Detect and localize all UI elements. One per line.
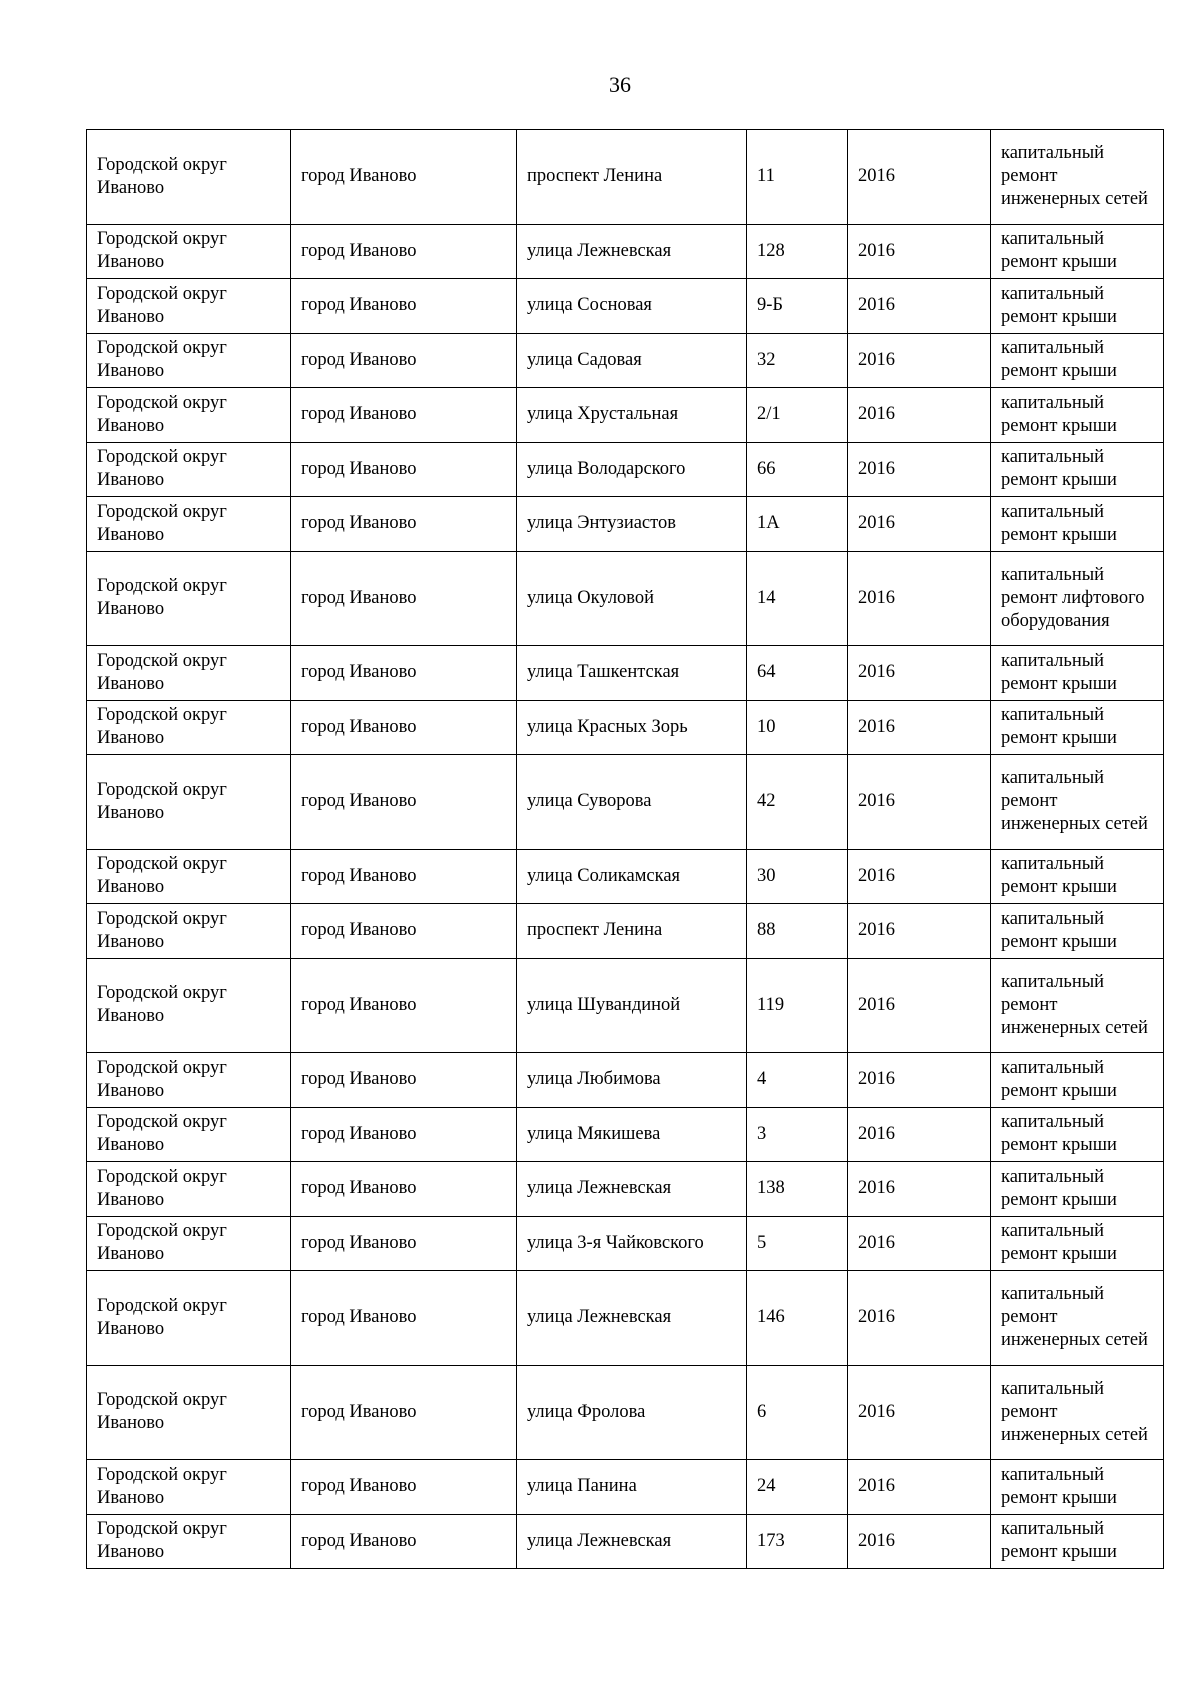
city-cell: город Иваново [291,904,517,959]
municipality-cell: Городской округ Иваново [87,958,291,1053]
table-row [87,333,1164,388]
house-number-cell: 88 [747,904,848,959]
house-number-cell: 146 [747,1271,848,1366]
work-type-cell: капитальный ремонт крыши [991,1460,1164,1515]
table-row [87,1162,1164,1217]
year-cell: 2016 [848,130,991,225]
city-cell: город Иваново [291,1107,517,1162]
street-cell: улица Соликамская [517,849,747,904]
table-row [87,1053,1164,1108]
house-number-cell: 138 [747,1162,848,1217]
street-cell: улица Володарского [517,442,747,497]
table-row [87,700,1164,755]
year-cell: 2016 [848,388,991,443]
year-cell: 2016 [848,849,991,904]
work-type-cell: капитальный ремонт крыши [991,1162,1164,1217]
house-number-cell: 11 [747,130,848,225]
work-type-cell: капитальный ремонт крыши [991,497,1164,552]
year-cell: 2016 [848,1271,991,1366]
municipality-cell: Городской округ Иваново [87,1162,291,1217]
city-cell: город Иваново [291,1216,517,1271]
city-cell: город Иваново [291,333,517,388]
work-type-cell: капитальный ремонт инженерных сетей [991,958,1164,1053]
house-number-cell: 2/1 [747,388,848,443]
house-number-cell: 3 [747,1107,848,1162]
municipality-cell: Городской округ Иваново [87,755,291,850]
city-cell: город Иваново [291,497,517,552]
house-number-cell: 32 [747,333,848,388]
city-cell: город Иваново [291,130,517,225]
municipality-cell: Городской округ Иваново [87,333,291,388]
table-row [87,1514,1164,1569]
work-type-cell: капитальный ремонт крыши [991,1216,1164,1271]
year-cell: 2016 [848,904,991,959]
work-type-cell: капитальный ремонт крыши [991,646,1164,701]
work-type-cell: капитальный ремонт крыши [991,279,1164,334]
year-cell: 2016 [848,1460,991,1515]
street-cell: улица Лежневская [517,1514,747,1569]
municipality-cell: Городской округ Иваново [87,1514,291,1569]
work-type-cell: капитальный ремонт крыши [991,388,1164,443]
year-cell: 2016 [848,1216,991,1271]
house-number-cell: 64 [747,646,848,701]
table-row [87,849,1164,904]
year-cell: 2016 [848,442,991,497]
year-cell: 2016 [848,646,991,701]
work-type-cell: капитальный ремонт крыши [991,849,1164,904]
year-cell: 2016 [848,551,991,646]
table-row [87,1460,1164,1515]
table-row [87,1271,1164,1366]
year-cell: 2016 [848,279,991,334]
table-row [87,279,1164,334]
street-cell: улица Красных Зорь [517,700,747,755]
municipality-cell: Городской округ Иваново [87,279,291,334]
municipality-cell: Городской округ Иваново [87,849,291,904]
street-cell: улица Сосновая [517,279,747,334]
municipality-cell: Городской округ Иваново [87,551,291,646]
house-number-cell: 30 [747,849,848,904]
city-cell: город Иваново [291,1271,517,1366]
house-number-cell: 1А [747,497,848,552]
work-type-cell: капитальный ремонт инженерных сетей [991,1271,1164,1366]
street-cell: улица Шувандиной [517,958,747,1053]
house-number-cell: 66 [747,442,848,497]
year-cell: 2016 [848,1107,991,1162]
municipality-cell: Городской округ Иваново [87,1365,291,1460]
municipality-cell: Городской округ Иваново [87,497,291,552]
year-cell: 2016 [848,1514,991,1569]
table-row [87,1216,1164,1271]
table-row [87,388,1164,443]
year-cell: 2016 [848,333,991,388]
city-cell: город Иваново [291,224,517,279]
year-cell: 2016 [848,700,991,755]
house-number-cell: 119 [747,958,848,1053]
municipality-cell: Городской округ Иваново [87,904,291,959]
city-cell: город Иваново [291,1460,517,1515]
house-number-cell: 14 [747,551,848,646]
city-cell: город Иваново [291,1053,517,1108]
street-cell: улица Окуловой [517,551,747,646]
municipality-cell: Городской округ Иваново [87,1216,291,1271]
city-cell: город Иваново [291,646,517,701]
municipality-cell: Городской округ Иваново [87,388,291,443]
municipality-cell: Городской округ Иваново [87,1107,291,1162]
street-cell: улица Лежневская [517,1162,747,1217]
house-number-cell: 4 [747,1053,848,1108]
repair-schedule-table [86,129,1164,1569]
city-cell: город Иваново [291,551,517,646]
work-type-cell: капитальный ремонт крыши [991,1107,1164,1162]
work-type-cell: капитальный ремонт инженерных сетей [991,130,1164,225]
table-row [87,551,1164,646]
table-row [87,497,1164,552]
house-number-cell: 42 [747,755,848,850]
work-type-cell: капитальный ремонт крыши [991,224,1164,279]
house-number-cell: 128 [747,224,848,279]
table-row [87,1365,1164,1460]
year-cell: 2016 [848,1365,991,1460]
street-cell: улица Ташкентская [517,646,747,701]
street-cell: улица Любимова [517,1053,747,1108]
table-row [87,224,1164,279]
house-number-cell: 6 [747,1365,848,1460]
table-row [87,755,1164,850]
street-cell: улица Суворова [517,755,747,850]
work-type-cell: капитальный ремонт крыши [991,700,1164,755]
street-cell: улица Фролова [517,1365,747,1460]
street-cell: проспект Ленина [517,130,747,225]
street-cell: улица Садовая [517,333,747,388]
municipality-cell: Городской округ Иваново [87,646,291,701]
city-cell: город Иваново [291,849,517,904]
year-cell: 2016 [848,1053,991,1108]
city-cell: город Иваново [291,279,517,334]
page-number: 36 [609,72,631,97]
work-type-cell: капитальный ремонт крыши [991,442,1164,497]
table-row [87,958,1164,1053]
municipality-cell: Городской округ Иваново [87,1460,291,1515]
municipality-cell: Городской округ Иваново [87,700,291,755]
street-cell: улица Мякишева [517,1107,747,1162]
table-row [87,904,1164,959]
work-type-cell: капитальный ремонт крыши [991,904,1164,959]
municipality-cell: Городской округ Иваново [87,1271,291,1366]
city-cell: город Иваново [291,442,517,497]
table-row [87,1107,1164,1162]
year-cell: 2016 [848,958,991,1053]
municipality-cell: Городской округ Иваново [87,1053,291,1108]
municipality-cell: Городской округ Иваново [87,130,291,225]
year-cell: 2016 [848,755,991,850]
city-cell: город Иваново [291,1162,517,1217]
street-cell: улица Энтузиастов [517,497,747,552]
city-cell: город Иваново [291,388,517,443]
table-row [87,442,1164,497]
year-cell: 2016 [848,497,991,552]
house-number-cell: 9-Б [747,279,848,334]
work-type-cell: капитальный ремонт лифтового оборудования [991,551,1164,646]
city-cell: город Иваново [291,958,517,1053]
municipality-cell: Городской округ Иваново [87,442,291,497]
city-cell: город Иваново [291,1514,517,1569]
house-number-cell: 173 [747,1514,848,1569]
work-type-cell: капитальный ремонт крыши [991,1514,1164,1569]
street-cell: улица 3-я Чайковского [517,1216,747,1271]
work-type-cell: капитальный ремонт инженерных сетей [991,755,1164,850]
street-cell: улица Лежневская [517,224,747,279]
house-number-cell: 5 [747,1216,848,1271]
municipality-cell: Городской округ Иваново [87,224,291,279]
work-type-cell: капитальный ремонт инженерных сетей [991,1365,1164,1460]
house-number-cell: 10 [747,700,848,755]
work-type-cell: капитальный ремонт крыши [991,333,1164,388]
year-cell: 2016 [848,1162,991,1217]
street-cell: улица Хрустальная [517,388,747,443]
table-row [87,130,1164,225]
street-cell: улица Панина [517,1460,747,1515]
city-cell: город Иваново [291,755,517,850]
year-cell: 2016 [848,224,991,279]
street-cell: улица Лежневская [517,1271,747,1366]
table-body [87,130,1164,1569]
city-cell: город Иваново [291,1365,517,1460]
city-cell: город Иваново [291,700,517,755]
work-type-cell: капитальный ремонт крыши [991,1053,1164,1108]
table-row [87,646,1164,701]
house-number-cell: 24 [747,1460,848,1515]
street-cell: проспект Ленина [517,904,747,959]
